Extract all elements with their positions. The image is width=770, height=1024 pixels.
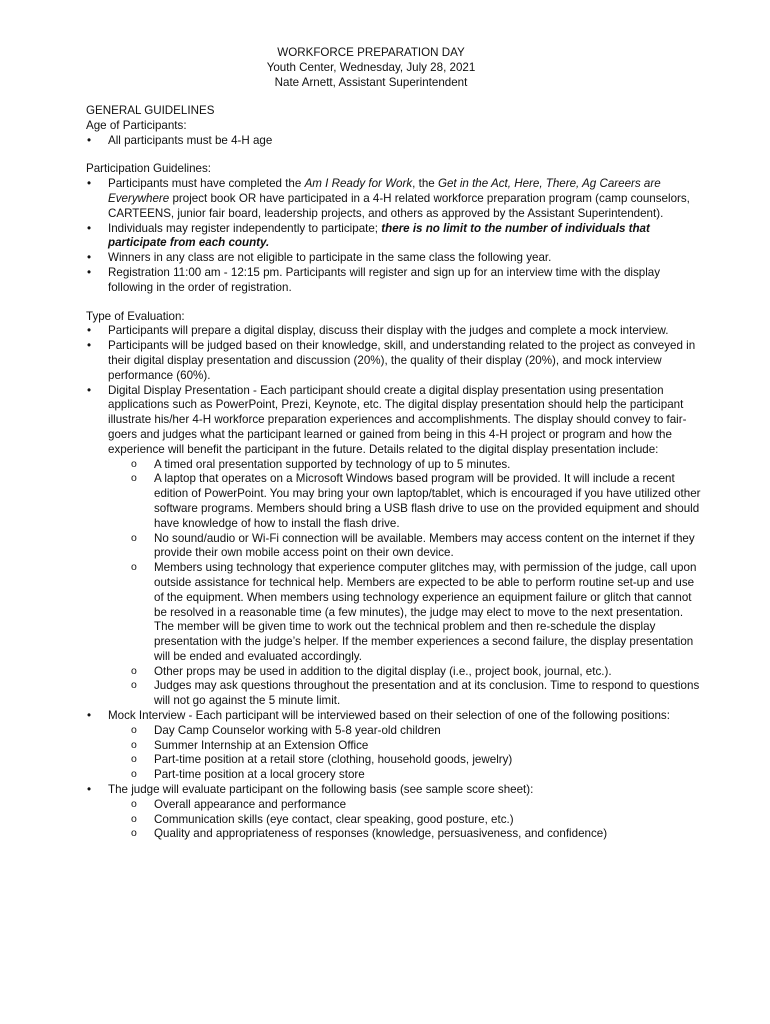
sublist-item: o A timed oral presentation supported by technology of up to 5 minutes. (108, 458, 706, 473)
list-item (86, 384, 706, 710)
emphasis-text: there is no limit to the number of individuals that participate from each county. (108, 221, 650, 250)
mock-interview-sublist (108, 724, 706, 783)
age-label: Age of Participants: (86, 118, 187, 132)
list-item (86, 709, 706, 783)
document-subtitle: Youth Center, Wednesday, July 28, 2021 (266, 61, 476, 74)
judging-basis-sublist (108, 798, 706, 842)
sublist-item: o Part-time position at a local grocery store (108, 768, 706, 783)
sublist-item: o No sound/audio or Wi-Fi connection will be available. Members may access content on the internet if they provide their own mobile access point on their own device. (108, 532, 706, 562)
sublist-item: o Other props may be used in addition to the digital display (i.e., project book, journal, etc.). (108, 665, 706, 680)
item-text: • Mock Interview - Each participant will be interviewed based on their selection of one of the following positions: (108, 709, 670, 723)
evaluation-list (86, 324, 706, 842)
sublist-item: o Overall appearance and performance (108, 798, 706, 813)
document-title: WORKFORCE PREPARATION DAY (277, 46, 465, 59)
sublist-item: o Summer Internship at an Extension Office (108, 739, 706, 754)
sublist-item: o A laptop that operates on a Microsoft Windows based program will be provided. It will include a recent edition of PowerPoint. You may bring your own laptop/tablet, which is encouraged if you have utilized other software programs. Members should bring a USB flash drive to use on the provided equipment and should have knowledge of how to install the flash drive. (108, 472, 706, 531)
sublist-item: o Day Camp Counselor working with 5-8 year-old children (108, 724, 706, 739)
list-item (86, 783, 706, 842)
item-text: • The judge will evaluate participant on the following basis (see sample score sheet): (108, 783, 534, 797)
item-text: • Digital Display Presentation - Each participant should create a digital display presentation using presentation applications such as PowerPoint, Prezi, Keynote, etc. The digital display presentation should help the participant illustrate his/her 4-H workforce preparation experiences and accomplishments. The display should convey to fair-goers and judges what the participant learned or gained from being in this 4-H project or program and how the experience will benefit the participant in the future. Details related to the digital display presentation include: (108, 383, 687, 456)
list-item: • Participants will prepare a digital display, discuss their display with the judges and complete a mock interview. (86, 324, 706, 339)
book-title: Get in the Act, Here, There, Ag Careers are Everywhere (108, 177, 661, 205)
document-header (86, 45, 656, 90)
document-author: Nate Arnett, Assistant Superintendent (274, 76, 468, 89)
participation-list (86, 177, 706, 295)
text-run: , the (412, 177, 438, 191)
age-list (86, 134, 706, 149)
list-item (86, 222, 706, 252)
evaluation-label: Type of Evaluation: (86, 309, 185, 323)
sublist-item: o Communication skills (eye contact, clear speaking, good posture, etc.) (108, 813, 706, 828)
document-content (86, 45, 706, 842)
text-run: project book OR have participated in a 4-H related workforce preparation program (camp counselors, CARTEENS, junior fair board, leadership projects, and others as approved by the Assistant Superintendent). (108, 191, 690, 220)
list-item: • Participants will be judged based on their knowledge, skill, and understanding related to the project as conveyed in their digital display presentation and discussion (20%), the quality of their display (20%), and mock interview performance (60%). (86, 339, 706, 383)
list-item (86, 177, 706, 221)
participation-label: Participation Guidelines: (86, 162, 212, 176)
list-item: • All participants must be 4-H age (86, 134, 706, 149)
digital-display-sublist (108, 458, 706, 710)
list-item: • Winners in any class are not eligible to participate in the same class the following year. (86, 251, 706, 266)
text-run: Participants must have completed the (108, 177, 305, 191)
text-run: Individuals may register independently to participate; (108, 221, 382, 235)
sublist-item: o Members using technology that experience computer glitches may, with permission of the judge, call upon outside assistance for technical help. Members are expected to be able to perform routine set-up and use of the equipment. When members using technology experience an equipment failure or glitch that cannot be resolved in a reasonable time (a few minutes), the judge may elect to move to the next presentation. The member will be given time to work out the technical problem and then re-schedule the display presentation with the judge’s helper. If the member experiences a second failure, the display presentation will be ended and evaluated accordingly. (108, 561, 706, 665)
sublist-item: o Part-time position at a retail store (clothing, household goods, jewelry) (108, 753, 706, 768)
sublist-item: o Quality and appropriateness of responses (knowledge, persuasiveness, and confidence) (108, 827, 706, 842)
sublist-item: o Judges may ask questions throughout the presentation and at its conclusion. Time to respond to questions will not go against the 5 minute limit. (108, 679, 706, 709)
general-guidelines-heading: GENERAL GUIDELINES (86, 104, 215, 117)
list-item: • Registration 11:00 am - 12:15 pm. Participants will register and sign up for an interview time with the display following in the order of registration. (86, 266, 706, 296)
book-title: Am I Ready for Work (304, 177, 413, 191)
